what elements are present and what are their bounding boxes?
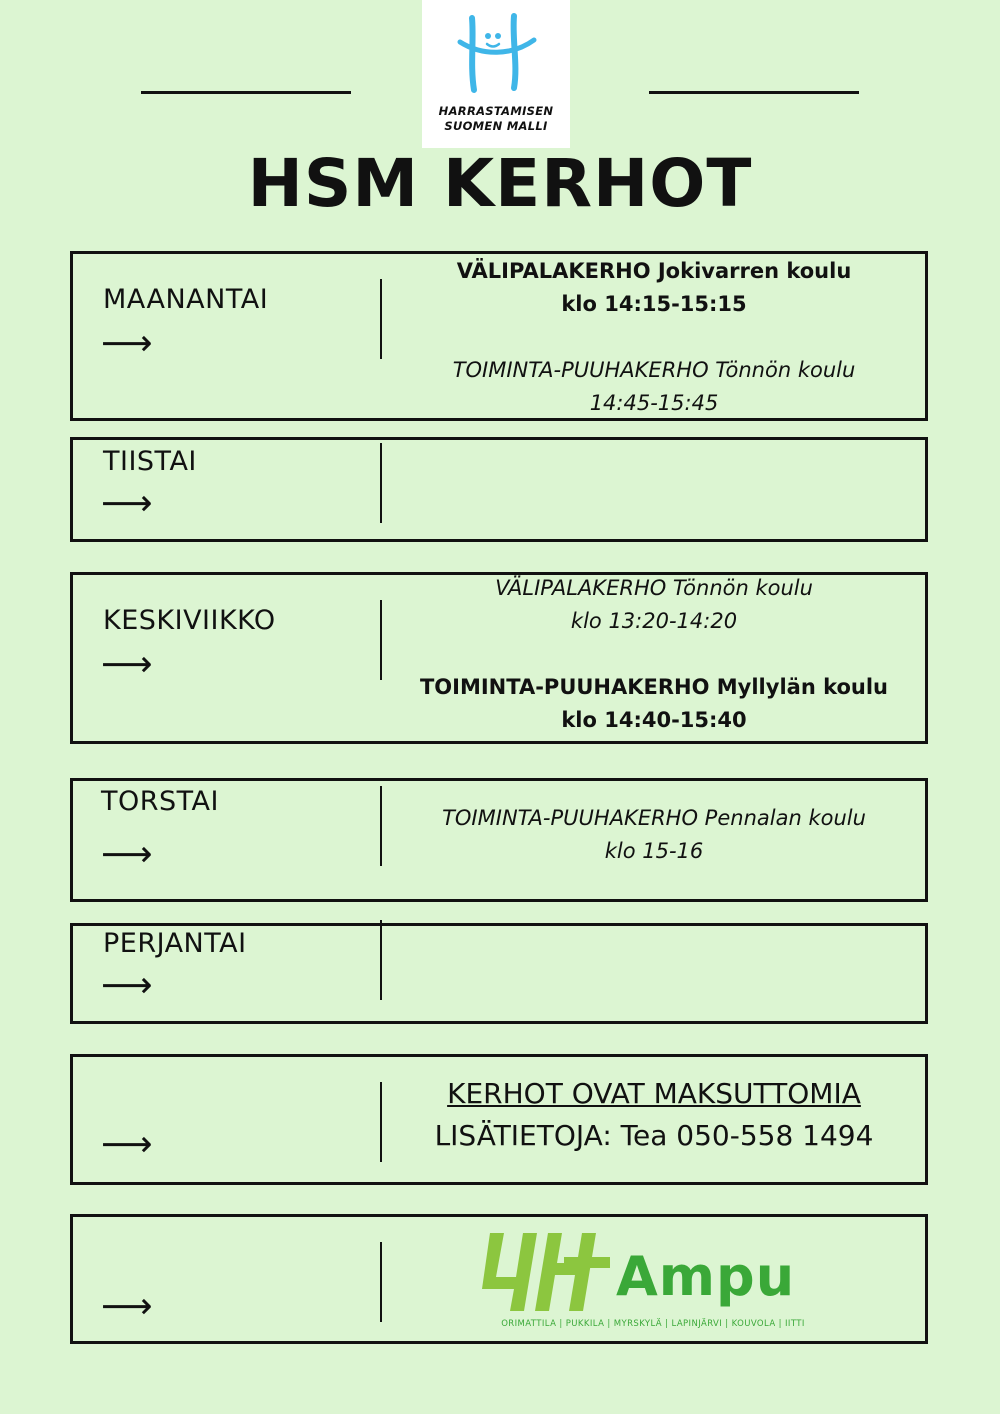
arrow-icon: ⟶ xyxy=(101,1286,153,1327)
club-name: VÄLIPALAKERHO Tönnön koulu xyxy=(495,576,813,600)
day-name: PERJANTAI xyxy=(103,928,247,959)
club-time: klo 14:15-15:15 xyxy=(561,292,747,316)
day-name: TIISTAI xyxy=(103,446,197,477)
club-name: VÄLIPALAKERHO Jokivarren koulu xyxy=(456,259,852,283)
divider xyxy=(380,1082,382,1162)
day-name: TORSTAI xyxy=(101,786,219,817)
day-box-wednesday xyxy=(70,572,928,744)
divider xyxy=(380,786,382,866)
divider xyxy=(380,920,382,1000)
club-time: klo 13:20-14:20 xyxy=(570,609,738,633)
arrow-icon: ⟶ xyxy=(101,483,153,524)
club-time: klo 15-16 xyxy=(604,839,704,863)
ampu-places: ORIMATTILA | PUKKILA | MYRSKYLÄ | LAPINJÄRVI | KOUVOLA | IITTI xyxy=(501,1319,805,1329)
arrow-icon: ⟶ xyxy=(101,965,153,1006)
club-name: TOIMINTA-PUUHAKERHO Myllylän koulu xyxy=(419,675,889,699)
day-box-monday xyxy=(70,251,928,421)
info-content xyxy=(383,1073,925,1157)
divider xyxy=(380,1242,382,1322)
contact-info: LISÄTIETOJA: Tea 050-558 1494 xyxy=(434,1119,874,1152)
arrow-icon: ⟶ xyxy=(101,1124,153,1165)
4h-ampu-logo xyxy=(478,1225,828,1337)
org-logo-box xyxy=(70,1214,928,1344)
day-name: KESKIVIIKKO xyxy=(103,605,276,636)
arrow-icon: ⟶ xyxy=(101,323,153,364)
hsm-logo xyxy=(422,0,570,148)
hsm-logo-line2: SUOMEN MALLI xyxy=(444,119,548,133)
day-box-tuesday xyxy=(70,437,928,542)
day-box-thursday xyxy=(70,778,928,902)
arrow-icon: ⟶ xyxy=(101,834,153,875)
page-title: HSM KERHOT xyxy=(247,145,753,222)
club-name: TOIMINTA-PUUHAKERHO Pennalan koulu xyxy=(442,806,866,830)
divider xyxy=(380,600,382,680)
header-rule-left xyxy=(141,91,351,94)
day-box-friday xyxy=(70,923,928,1024)
club-time: klo 14:40-15:40 xyxy=(561,708,747,732)
4h-logo-icon xyxy=(480,1231,610,1313)
hsm-logo-text xyxy=(422,104,570,134)
arrow-icon: ⟶ xyxy=(101,644,153,685)
club-time: 14:45-15:45 xyxy=(589,391,719,415)
ampu-name: Ampu xyxy=(616,1245,796,1308)
day-content xyxy=(383,255,925,420)
club-name: TOIMINTA-PUUHAKERHO Tönnön koulu xyxy=(452,358,856,382)
divider xyxy=(380,279,382,359)
day-content xyxy=(383,572,925,737)
day-content xyxy=(383,802,925,868)
day-name: MAANANTAI xyxy=(103,284,269,315)
hsm-logo-line1: HARRASTAMISEN xyxy=(438,104,554,118)
hsm-logo-icon xyxy=(452,10,540,96)
header-rule-right xyxy=(649,91,859,94)
divider xyxy=(380,443,382,523)
free-clubs-text: KERHOT OVAT MAKSUTTOMIA xyxy=(447,1077,861,1110)
info-box xyxy=(70,1054,928,1185)
